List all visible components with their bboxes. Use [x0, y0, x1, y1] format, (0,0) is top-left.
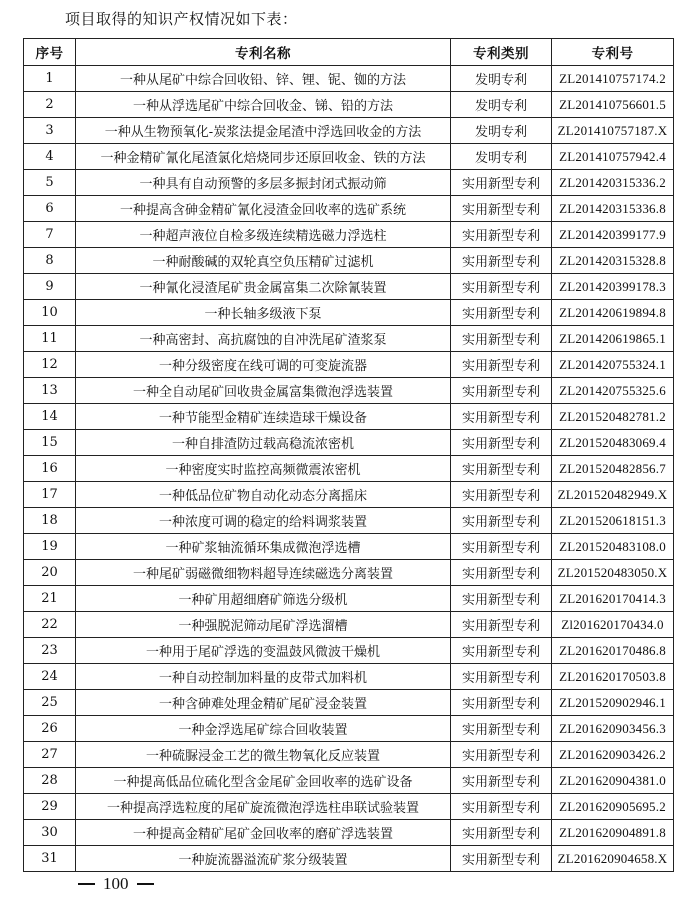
table-row — [24, 274, 674, 300]
header-type: 专利类别 — [451, 39, 552, 66]
cell-index: 27 — [24, 742, 76, 768]
table-row — [24, 378, 674, 404]
cell-index: 25 — [24, 690, 76, 716]
cell-name: 一种长轴多级液下泵 — [76, 300, 451, 326]
table-row — [24, 638, 674, 664]
cell-index: 1 — [24, 66, 76, 92]
cell-index: 31 — [24, 846, 76, 872]
cell-type: 实用新型专利 — [451, 690, 552, 716]
cell-number: ZL201520483069.4 — [552, 430, 674, 456]
cell-index: 5 — [24, 170, 76, 196]
cell-number: ZL201410757942.4 — [552, 144, 674, 170]
cell-name: 一种密度实时监控高频微震浓密机 — [76, 456, 451, 482]
cell-type: 实用新型专利 — [451, 560, 552, 586]
cell-index: 26 — [24, 716, 76, 742]
table-row — [24, 326, 674, 352]
cell-index: 8 — [24, 248, 76, 274]
header-index: 序号 — [24, 39, 76, 66]
table-row — [24, 612, 674, 638]
cell-index: 30 — [24, 820, 76, 846]
cell-name: 一种强脱泥筛动尾矿浮选溜槽 — [76, 612, 451, 638]
cell-name: 一种高密封、高抗腐蚀的自冲洗尾矿渣浆泵 — [76, 326, 451, 352]
cell-index: 20 — [24, 560, 76, 586]
cell-number: ZL201520483108.0 — [552, 534, 674, 560]
table-row — [24, 352, 674, 378]
cell-type: 实用新型专利 — [451, 482, 552, 508]
cell-index: 17 — [24, 482, 76, 508]
cell-number: ZL201420315336.8 — [552, 196, 674, 222]
table-row — [24, 586, 674, 612]
table-row — [24, 196, 674, 222]
cell-index: 7 — [24, 222, 76, 248]
cell-type: 实用新型专利 — [451, 196, 552, 222]
cell-number: ZL201620904891.8 — [552, 820, 674, 846]
cell-index: 24 — [24, 664, 76, 690]
cell-name: 一种提高金精矿尾矿金回收率的磨矿浮选装置 — [76, 820, 451, 846]
table-row — [24, 820, 674, 846]
page-number: 100 — [103, 874, 129, 893]
cell-type: 实用新型专利 — [451, 274, 552, 300]
cell-number: ZL201620170414.3 — [552, 586, 674, 612]
cell-name: 一种耐酸碱的双轮真空负压精矿过滤机 — [76, 248, 451, 274]
cell-number: ZL201410756601.5 — [552, 92, 674, 118]
cell-name: 一种金精矿氰化尾渣氯化焙烧同步还原回收金、铁的方法 — [76, 144, 451, 170]
cell-name: 一种分级密度在线可调的可变旋流器 — [76, 352, 451, 378]
cell-type: 实用新型专利 — [451, 768, 552, 794]
cell-name: 一种含砷难处理金精矿尾矿浸金装置 — [76, 690, 451, 716]
cell-index: 14 — [24, 404, 76, 430]
cell-type: 实用新型专利 — [451, 352, 552, 378]
cell-index: 9 — [24, 274, 76, 300]
cell-number: ZL201620904381.0 — [552, 768, 674, 794]
cell-number: ZL201420315328.8 — [552, 248, 674, 274]
cell-name: 一种自动控制加料量的皮带式加料机 — [76, 664, 451, 690]
cell-type: 实用新型专利 — [451, 846, 552, 872]
cell-name: 一种氰化浸渣尾矿贵金属富集二次除氰装置 — [76, 274, 451, 300]
table-header-row — [24, 39, 674, 66]
cell-type: 实用新型专利 — [451, 430, 552, 456]
footer-dash-right — [137, 883, 154, 885]
cell-name: 一种旋流器溢流矿浆分级装置 — [76, 846, 451, 872]
cell-index: 11 — [24, 326, 76, 352]
cell-name: 一种提高浮选粒度的尾矿旋流微泡浮选柱串联试验装置 — [76, 794, 451, 820]
cell-index: 13 — [24, 378, 76, 404]
cell-index: 23 — [24, 638, 76, 664]
cell-number: ZL201620905695.2 — [552, 794, 674, 820]
header-name: 专利名称 — [76, 39, 451, 66]
cell-index: 16 — [24, 456, 76, 482]
cell-index: 28 — [24, 768, 76, 794]
cell-number: ZL201420619865.1 — [552, 326, 674, 352]
cell-type: 发明专利 — [451, 66, 552, 92]
cell-number: ZL201420619894.8 — [552, 300, 674, 326]
page-footer — [70, 874, 162, 894]
cell-type: 实用新型专利 — [451, 248, 552, 274]
table-row — [24, 534, 674, 560]
table-row — [24, 768, 674, 794]
cell-name: 一种用于尾矿浮选的变温鼓风微波干燥机 — [76, 638, 451, 664]
cell-index: 29 — [24, 794, 76, 820]
intro-text: 项目取得的知识产权情况如下表： — [65, 10, 298, 28]
cell-index: 22 — [24, 612, 76, 638]
table-row — [24, 222, 674, 248]
cell-type: 发明专利 — [451, 92, 552, 118]
cell-number: ZL201420755324.1 — [552, 352, 674, 378]
cell-number: ZL201410757187.X — [552, 118, 674, 144]
table-row — [24, 404, 674, 430]
table-body — [24, 66, 674, 872]
cell-type: 发明专利 — [451, 144, 552, 170]
table-row — [24, 716, 674, 742]
cell-index: 12 — [24, 352, 76, 378]
table-row — [24, 92, 674, 118]
cell-number: ZL201520482949.X — [552, 482, 674, 508]
footer-dash-left — [78, 883, 95, 885]
cell-type: 实用新型专利 — [451, 170, 552, 196]
table-row — [24, 66, 674, 92]
cell-type: 实用新型专利 — [451, 404, 552, 430]
table-row — [24, 456, 674, 482]
cell-name: 一种低品位矿物自动化动态分离摇床 — [76, 482, 451, 508]
cell-number: ZL201420315336.2 — [552, 170, 674, 196]
table-row — [24, 846, 674, 872]
cell-number: ZL201420399178.3 — [552, 274, 674, 300]
cell-type: 实用新型专利 — [451, 716, 552, 742]
table-row — [24, 508, 674, 534]
cell-number: ZL201420399177.9 — [552, 222, 674, 248]
cell-number: ZL201520902946.1 — [552, 690, 674, 716]
table-row — [24, 690, 674, 716]
cell-index: 19 — [24, 534, 76, 560]
cell-number: ZL201620170503.8 — [552, 664, 674, 690]
table-row — [24, 794, 674, 820]
cell-type: 实用新型专利 — [451, 508, 552, 534]
cell-index: 6 — [24, 196, 76, 222]
cell-name: 一种从浮选尾矿中综合回收金、锑、铅的方法 — [76, 92, 451, 118]
table-row — [24, 248, 674, 274]
cell-name: 一种具有自动预警的多层多振封闭式振动筛 — [76, 170, 451, 196]
cell-type: 实用新型专利 — [451, 222, 552, 248]
patent-table — [23, 38, 674, 872]
cell-number: ZL201520482781.2 — [552, 404, 674, 430]
cell-name: 一种硫脲浸金工艺的微生物氧化反应装置 — [76, 742, 451, 768]
cell-type: 实用新型专利 — [451, 742, 552, 768]
cell-number: ZL201520482856.7 — [552, 456, 674, 482]
cell-index: 4 — [24, 144, 76, 170]
cell-type: 实用新型专利 — [451, 300, 552, 326]
cell-index: 10 — [24, 300, 76, 326]
cell-number: Zl201620170434.0 — [552, 612, 674, 638]
cell-name: 一种尾矿弱磁微细物料超导连续磁选分离装置 — [76, 560, 451, 586]
cell-type: 实用新型专利 — [451, 664, 552, 690]
cell-name: 一种浓度可调的稳定的给料调浆装置 — [76, 508, 451, 534]
table-row — [24, 430, 674, 456]
table-row — [24, 742, 674, 768]
cell-name: 一种超声液位自检多级连续精选磁力浮选柱 — [76, 222, 451, 248]
cell-index: 3 — [24, 118, 76, 144]
cell-name: 一种矿用超细磨矿筛选分级机 — [76, 586, 451, 612]
cell-index: 15 — [24, 430, 76, 456]
cell-name: 一种提高低品位硫化型含金尾矿金回收率的选矿设备 — [76, 768, 451, 794]
cell-type: 实用新型专利 — [451, 638, 552, 664]
cell-type: 实用新型专利 — [451, 586, 552, 612]
cell-number: ZL201620170486.8 — [552, 638, 674, 664]
cell-name: 一种从生物预氧化-炭浆法提金尾渣中浮选回收金的方法 — [76, 118, 451, 144]
cell-index: 21 — [24, 586, 76, 612]
cell-type: 实用新型专利 — [451, 326, 552, 352]
cell-number: ZL201620903456.3 — [552, 716, 674, 742]
cell-type: 实用新型专利 — [451, 820, 552, 846]
table-row — [24, 482, 674, 508]
cell-name: 一种全自动尾矿回收贵金属富集微泡浮选装置 — [76, 378, 451, 404]
cell-number: ZL201620904658.X — [552, 846, 674, 872]
cell-type: 实用新型专利 — [451, 456, 552, 482]
header-number: 专利号 — [552, 39, 674, 66]
table-row — [24, 664, 674, 690]
cell-number: ZL201520618151.3 — [552, 508, 674, 534]
cell-name: 一种矿浆轴流循环集成微泡浮选槽 — [76, 534, 451, 560]
cell-name: 一种自排渣防过载高稳流浓密机 — [76, 430, 451, 456]
cell-name: 一种金浮选尾矿综合回收装置 — [76, 716, 451, 742]
cell-number: ZL201620903426.2 — [552, 742, 674, 768]
table-row — [24, 118, 674, 144]
table-row — [24, 300, 674, 326]
cell-number: ZL201520483050.X — [552, 560, 674, 586]
table-row — [24, 560, 674, 586]
cell-number: ZL201420755325.6 — [552, 378, 674, 404]
cell-type: 发明专利 — [451, 118, 552, 144]
cell-type: 实用新型专利 — [451, 794, 552, 820]
cell-type: 实用新型专利 — [451, 534, 552, 560]
cell-index: 2 — [24, 92, 76, 118]
cell-index: 18 — [24, 508, 76, 534]
cell-number: ZL201410757174.2 — [552, 66, 674, 92]
cell-type: 实用新型专利 — [451, 378, 552, 404]
table-row — [24, 144, 674, 170]
table-row — [24, 170, 674, 196]
cell-type: 实用新型专利 — [451, 612, 552, 638]
cell-name: 一种从尾矿中综合回收铅、锌、锂、铌、铷的方法 — [76, 66, 451, 92]
cell-name: 一种提高含砷金精矿氰化浸渣金回收率的选矿系统 — [76, 196, 451, 222]
cell-name: 一种节能型金精矿连续造球干燥设备 — [76, 404, 451, 430]
